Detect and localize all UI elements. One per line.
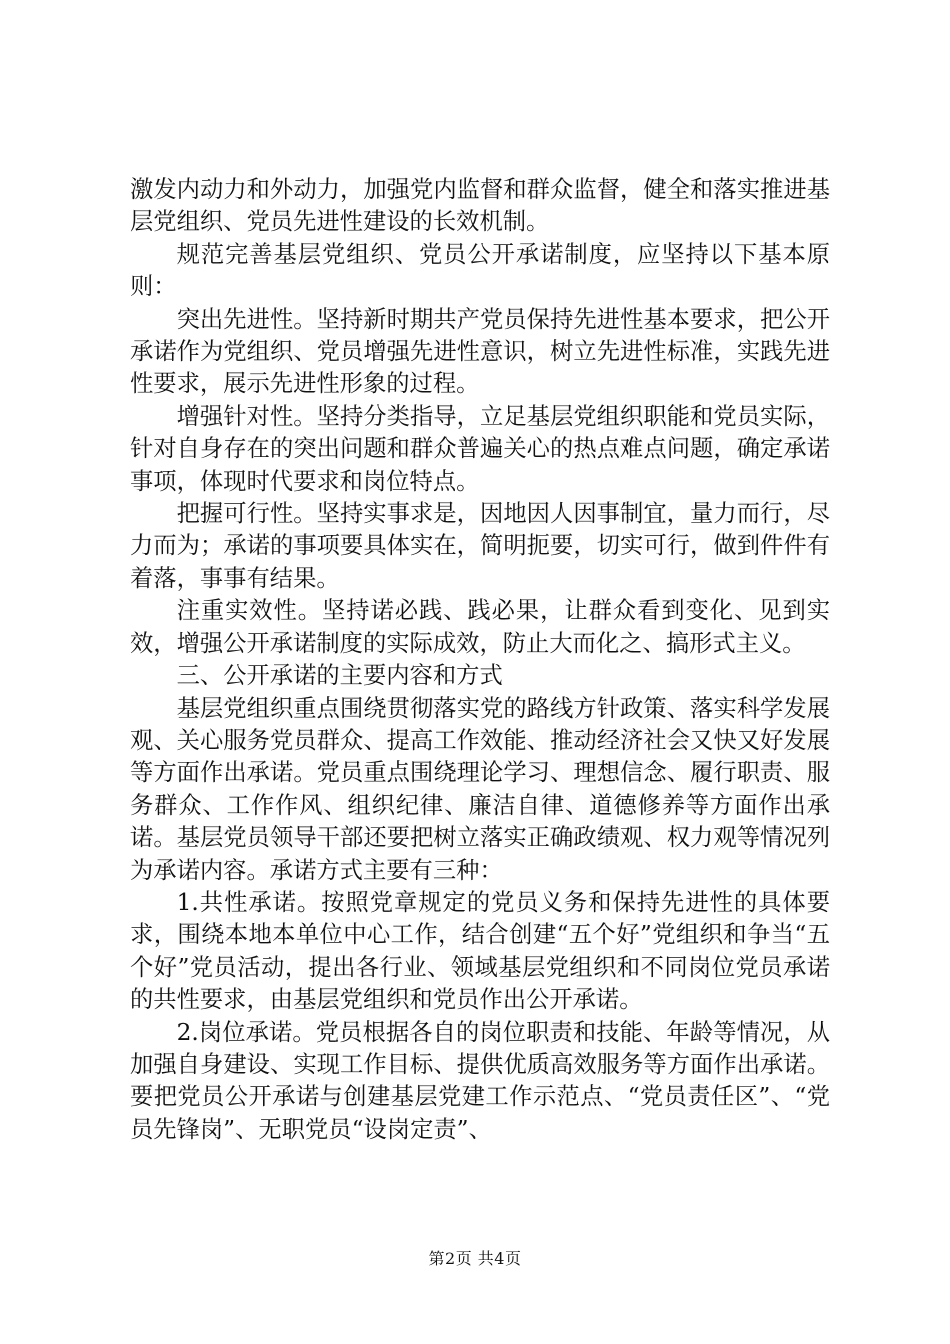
paragraph: 注重实效性。坚持诺必践、践必果，让群众看到变化、见到实效，增强公开承诺制度的实际成效，防止大而化之、搞形式主义。 bbox=[130, 597, 830, 657]
paragraph: 增强针对性。坚持分类指导，立足基层党组织职能和党员实际，针对自身存在的突出问题和群众普遍关心的热点难点问题，确定承诺事项，体现时代要求和岗位特点。 bbox=[130, 402, 830, 495]
paragraph: 2.岗位承诺。党员根据各自的岗位职责和技能、年龄等情况，从加强自身建设、实现工作目标、提供优质高效服务等方面作出承诺。要把党员公开承诺与创建基层党建工作示范点、“党员责任区”、“党员先锋岗”、无职党员“设岗定责”、 bbox=[130, 1018, 830, 1143]
page-footer: 第2页 共4页 bbox=[428, 1249, 522, 1268]
document-body bbox=[130, 174, 830, 1146]
paragraph: 突出先进性。坚持新时期共产党员保持先进性基本要求，把公开承诺作为党组织、党员增强先进性意识，树立先进性标准，实践先进性要求，展示先进性形象的过程。 bbox=[130, 305, 830, 398]
paragraph: 规范完善基层党组织、党员公开承诺制度，应坚持以下基本原则： bbox=[130, 240, 830, 301]
paragraph: 1.共性承诺。按照党章规定的党员义务和保持先进性的具体要求，围绕本地本单位中心工作，结合创建“五个好”党组织和争当“五个好”党员活动，提出各行业、领域基层党组织和不同岗位党员承诺的共性要求，由基层党组织和党员作出公开承诺。 bbox=[130, 888, 830, 1014]
paragraph: 三、公开承诺的主要内容和方式 bbox=[176, 662, 503, 690]
paragraph: 把握可行性。坚持实事求是，因地因人因事制宜，量力而行，尽力而为；承诺的事项要具体实在，简明扼要，切实可行，做到件件有着落，事事有结果。 bbox=[130, 500, 830, 592]
paragraph: 基层党组织重点围绕贯彻落实党的路线方针政策、落实科学发展观、关心服务党员群众、提高工作效能、推动经济社会又快又好发展等方面作出承诺。党员重点围绕理论学习、理想信念、履行职责、服务群众、工作作风、组织纪律、廉洁自律、道德修养等方面作出承诺。基层党员领导干部还要把树立落实正确政绩观、权力观等情况列为承诺内容。承诺方式主要有三种： bbox=[130, 694, 830, 884]
paragraph: 激发内动力和外动力，加强党内监督和群众监督，健全和落实推进基层党组织、党员先进性建设的长效机制。 bbox=[130, 176, 830, 236]
